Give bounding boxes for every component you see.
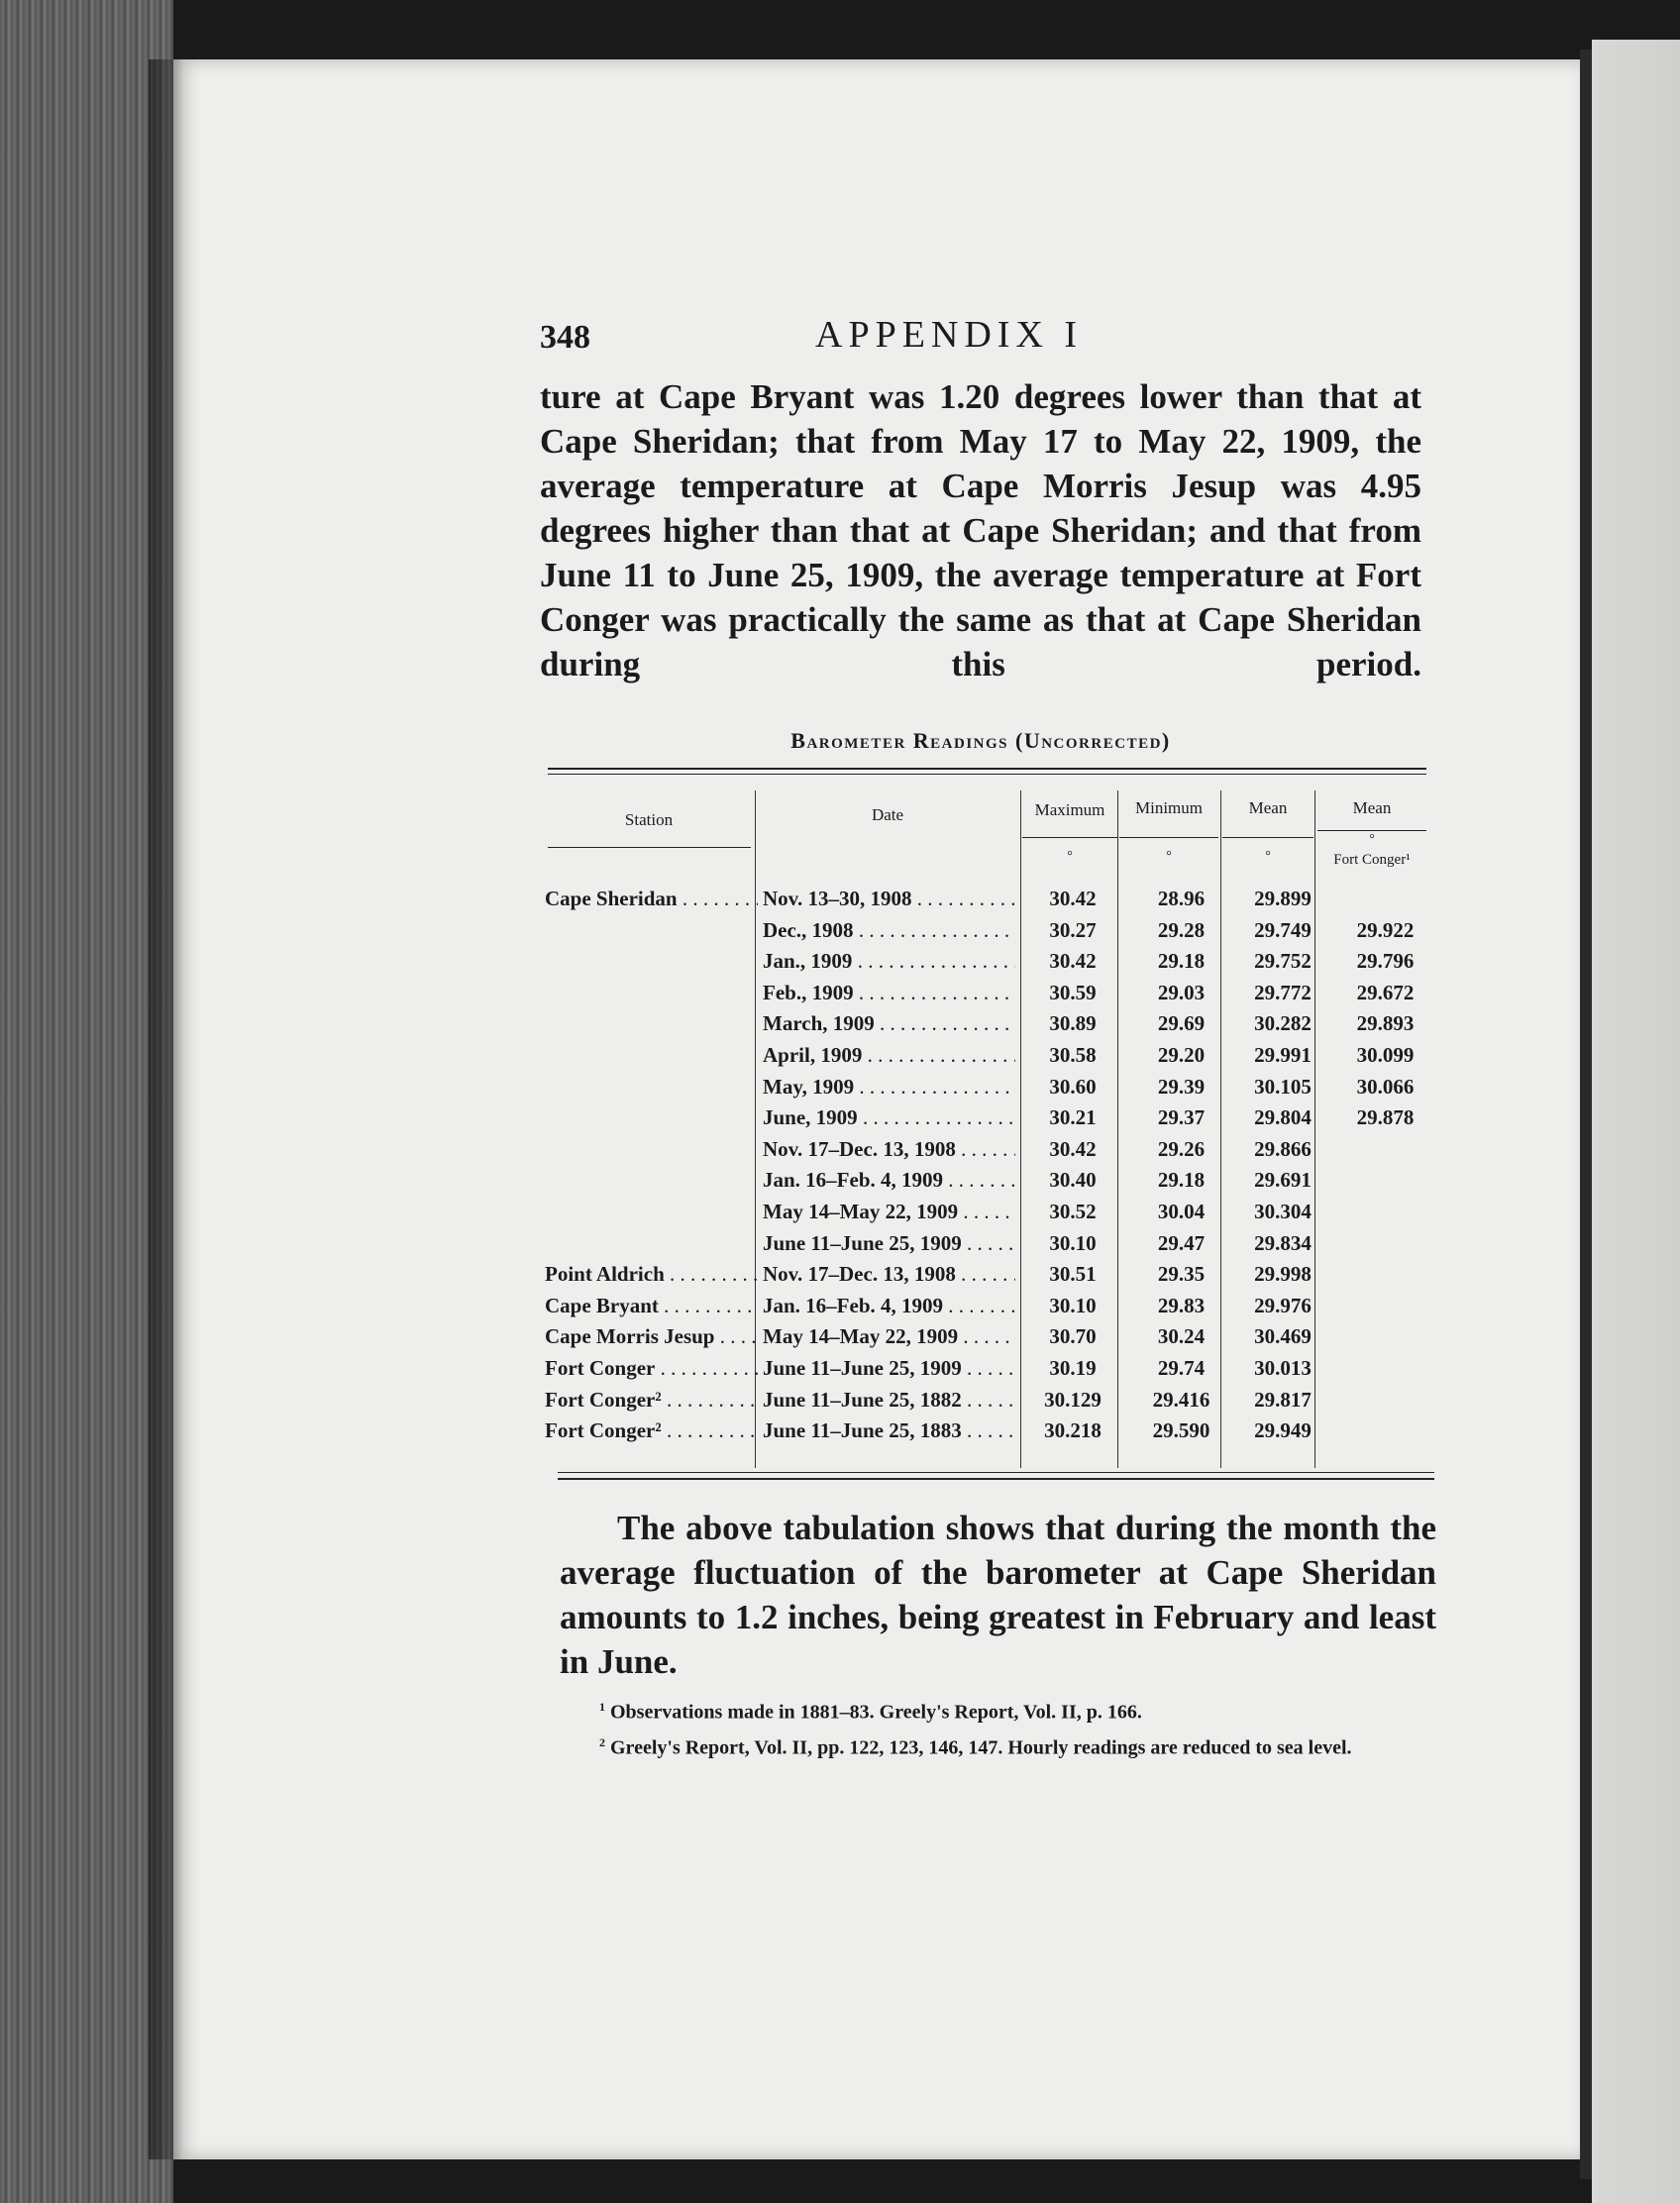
minimum-cell: 30.04 [1157, 1200, 1206, 1223]
table-row [545, 1168, 1436, 1199]
date-cell: Feb., 1909 . . . [763, 981, 1015, 1005]
mean-cell: 29.949 [1254, 1418, 1312, 1443]
minimum-cell: 29.03 [1157, 980, 1206, 1004]
maximum-cell: 30.129 [1044, 1387, 1102, 1412]
mean-cell: 29.834 [1254, 1230, 1312, 1255]
table-row [545, 1262, 1436, 1293]
date-cell: Dec., 1908 . . . [763, 918, 1015, 943]
table-row [545, 1075, 1436, 1105]
gutter-shadow [149, 59, 183, 2159]
header-station: Station [624, 810, 674, 829]
fort-conger-mean-cell: 29.922 [1356, 917, 1415, 942]
table-row [545, 981, 1436, 1011]
mean-cell: 29.752 [1254, 949, 1312, 974]
minimum-cell: 28.96 [1157, 887, 1206, 910]
maximum-cell: 30.42 [1049, 1136, 1097, 1161]
header-mean: Mean [1248, 798, 1288, 817]
mean-cell: 29.804 [1254, 1105, 1312, 1130]
minimum-cell: 29.590 [1152, 1418, 1210, 1443]
minimum-cell: 29.37 [1157, 1105, 1206, 1130]
table-row [545, 1356, 1436, 1387]
table-row [545, 1231, 1436, 1262]
running-head: APPENDIX I [815, 314, 1084, 356]
table-row [545, 1105, 1436, 1136]
table-row [545, 887, 1436, 917]
minimum-cell: 29.416 [1152, 1387, 1210, 1412]
minimum-cell: 30.24 [1157, 1324, 1206, 1349]
facing-page-edge [1592, 40, 1680, 2203]
minimum-cell: 29.47 [1157, 1230, 1206, 1255]
table-row [545, 1011, 1436, 1042]
fort-conger-mean-cell: 30.099 [1356, 1043, 1415, 1067]
date-cell: Jan. 16–Feb. 4, 1909 . . . [763, 1294, 1015, 1318]
minimum-cell: 29.69 [1157, 1011, 1206, 1036]
minimum-cell: 29.28 [1157, 917, 1206, 942]
mean-cell: 29.691 [1254, 1168, 1312, 1193]
maximum-cell: 30.10 [1049, 1230, 1097, 1255]
date-cell: June 11–June 25, 1909 . . . [763, 1356, 1015, 1381]
maximum-cell: 30.70 [1049, 1324, 1097, 1349]
date-cell: June 11–June 25, 1909 . . . [763, 1231, 1015, 1256]
fort-conger-mean-cell: 29.878 [1356, 1105, 1415, 1130]
station-cell: Fort Conger² . . . [545, 1418, 758, 1443]
date-cell: May 14–May 22, 1909 . . . [763, 1324, 1015, 1349]
paragraph-1: ture at Cape Bryant was 1.20 degrees lower than that at Cape Sheridan; that from May 17 to May 22, 1909, the average temperature at Cape Morris Jesup was 4.95 degrees higher than that at Cape Sheridan; and that from June 11 to June 25, 1909, the average temperature at Fort Conger was practically the same as that at Cape Sheridan during this period. [540, 377, 1421, 683]
maximum-cell: 30.52 [1049, 1200, 1097, 1223]
header-mean-fc: Mean [1352, 798, 1392, 817]
table-top-rule-2 [548, 774, 1426, 775]
maximum-cell: 30.42 [1049, 887, 1097, 910]
footnote-2 [565, 1728, 1436, 1763]
max-header-rule [1022, 837, 1117, 838]
degree-mark-max: ° [1067, 849, 1073, 864]
degree-mark-fc: ° [1369, 832, 1375, 847]
maximum-cell: 30.60 [1049, 1074, 1097, 1099]
mean-cell: 29.976 [1254, 1293, 1312, 1317]
footnote-2-mark: 2 [599, 1735, 605, 1749]
table-bottom-rule [558, 1472, 1434, 1473]
minimum-cell: 29.18 [1157, 949, 1206, 974]
station-cell: Fort Conger² . . . [545, 1388, 758, 1413]
table-row [545, 1294, 1436, 1324]
mean-cell: 30.013 [1254, 1356, 1312, 1380]
mean-cell: 29.772 [1254, 980, 1312, 1004]
date-cell: Nov. 17–Dec. 13, 1908 . . . [763, 1137, 1015, 1162]
footnote-1-mark: 1 [599, 1700, 605, 1714]
table-row [545, 1418, 1436, 1449]
paragraph-2: The above tabulation shows that during the month the average fluctuation of the barometer at Cape Sheridan amounts to 1.2 inches, being greatest in February and least in June. [560, 1509, 1436, 1681]
mean-cell: 29.817 [1254, 1387, 1312, 1412]
maximum-cell: 30.21 [1049, 1105, 1097, 1130]
mean-cell: 30.282 [1254, 1011, 1312, 1036]
header-fort-conger: Fort Conger¹ [1333, 852, 1411, 868]
table-row [545, 1137, 1436, 1168]
minimum-cell: 29.26 [1157, 1136, 1206, 1161]
fort-conger-mean-cell: 29.893 [1356, 1011, 1415, 1036]
minimum-cell: 29.20 [1157, 1043, 1206, 1067]
page-number: 348 [540, 319, 590, 356]
maximum-cell: 30.42 [1049, 949, 1097, 974]
station-cell: Fort Conger . . . [545, 1356, 758, 1381]
date-cell: Nov. 17–Dec. 13, 1908 . . . [763, 1262, 1015, 1287]
mean-cell: 29.866 [1254, 1136, 1312, 1161]
header-maximum: Maximum [1034, 800, 1105, 819]
header-date: Date [871, 805, 904, 824]
degree-mark-mean: ° [1265, 849, 1271, 864]
date-cell: May 14–May 22, 1909 . . . [763, 1200, 1015, 1224]
min-header-rule [1119, 837, 1218, 838]
footnote-1 [599, 1700, 1431, 1725]
minimum-cell: 29.39 [1157, 1074, 1206, 1099]
minimum-cell: 29.74 [1157, 1356, 1206, 1380]
date-cell: April, 1909 . . . [763, 1043, 1015, 1068]
maximum-cell: 30.19 [1049, 1356, 1097, 1380]
mean-cell: 30.469 [1254, 1324, 1312, 1349]
maximum-cell: 30.10 [1049, 1293, 1097, 1317]
footnote-1-text: Observations made in 1881–83. Greely's Report, Vol. II, p. 166. [610, 1701, 1142, 1724]
mean-header-rule [1222, 837, 1313, 838]
date-cell: March, 1909 . . . [763, 1011, 1015, 1036]
station-cell: Cape Bryant . . . [545, 1294, 758, 1318]
date-cell: Nov. 13–30, 1908 . . . [763, 887, 1015, 911]
table-top-rule [548, 768, 1426, 770]
maximum-cell: 30.40 [1049, 1168, 1097, 1193]
mean-cell: 29.749 [1254, 917, 1312, 942]
maximum-cell: 30.58 [1049, 1043, 1097, 1067]
page-right-edge [1580, 50, 1592, 2179]
book-page-edges [0, 0, 173, 2203]
mean-cell: 29.991 [1254, 1043, 1312, 1067]
table-row [545, 1200, 1436, 1230]
maximum-cell: 30.89 [1049, 1011, 1097, 1036]
maximum-cell: 30.27 [1049, 917, 1097, 942]
degree-mark-min: ° [1166, 849, 1172, 864]
table-row [545, 1388, 1436, 1418]
maximum-cell: 30.218 [1044, 1418, 1102, 1443]
station-cell: Point Aldrich . . . [545, 1262, 758, 1287]
maximum-cell: 30.59 [1049, 980, 1097, 1004]
date-cell: Jan. 16–Feb. 4, 1909 . . . [763, 1168, 1015, 1193]
footnote-2-text: Greely's Report, Vol. II, pp. 122, 123, 146, 147. Hourly readings are reduced to sea level. [610, 1736, 1352, 1759]
station-cell: Cape Sheridan . . . [545, 887, 758, 911]
table-row [545, 949, 1436, 980]
date-cell: Jan., 1909 . . . [763, 949, 1015, 974]
date-cell: June 11–June 25, 1882 . . . [763, 1388, 1015, 1413]
fort-conger-mean-cell: 29.672 [1356, 980, 1415, 1004]
date-cell: June 11–June 25, 1883 . . . [763, 1418, 1015, 1443]
mean-fc-header-rule [1317, 830, 1426, 831]
date-cell: June, 1909 . . . [763, 1105, 1015, 1130]
mean-cell: 29.899 [1254, 887, 1312, 910]
table-row [545, 918, 1436, 949]
minimum-cell: 29.83 [1157, 1293, 1206, 1317]
header-minimum: Minimum [1134, 798, 1203, 817]
table-title: Barometer Readings (Uncorrected) [790, 728, 1171, 753]
table-row [545, 1043, 1436, 1074]
table-bottom-rule-2 [558, 1478, 1434, 1480]
table-row [545, 1324, 1436, 1355]
mean-cell: 30.304 [1254, 1200, 1312, 1223]
minimum-cell: 29.35 [1157, 1262, 1206, 1287]
mean-cell: 29.998 [1254, 1262, 1312, 1287]
station-header-rule [548, 847, 751, 848]
maximum-cell: 30.51 [1049, 1262, 1097, 1287]
fort-conger-mean-cell: 30.066 [1356, 1074, 1415, 1099]
station-cell: Cape Morris Jesup . . . [545, 1324, 758, 1349]
mean-cell: 30.105 [1254, 1074, 1312, 1099]
minimum-cell: 29.18 [1157, 1168, 1206, 1193]
fort-conger-mean-cell: 29.796 [1356, 949, 1415, 974]
date-cell: May, 1909 . . . [763, 1075, 1015, 1100]
page-header [540, 314, 1431, 368]
